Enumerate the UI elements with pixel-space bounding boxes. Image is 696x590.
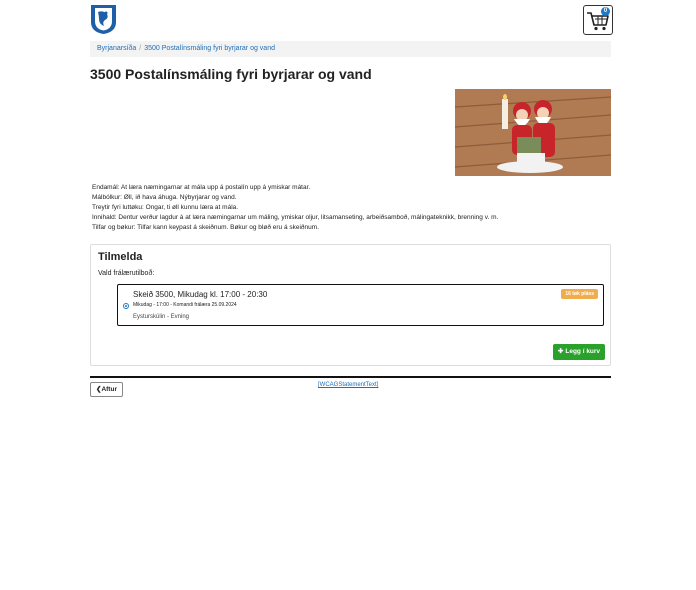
course-option-name: Skeið 3500, Mikudag kl. 17:00 - 20:30: [133, 290, 268, 299]
course-option-radio[interactable]: [123, 303, 129, 309]
page-title: 3500 Postalínsmáling fyri byrjarar og vand: [90, 66, 372, 82]
course-option-location: Eysturskúlin - Evning: [133, 314, 190, 320]
description-line: Treytir fyri luttøku: Ongar, ti øll kunnu læra at mála.: [92, 204, 239, 211]
course-option-schedule: Mikudag - 17:00 - Komandi frálæra 25.09.2024: [133, 302, 237, 308]
seats-available-badge: 16 tøk pláss: [561, 289, 598, 299]
back-button-label: Aftur: [101, 386, 117, 393]
back-button[interactable]: [90, 382, 123, 397]
cart-count-badge: 0: [601, 7, 610, 16]
signup-title: Tilmelda: [98, 251, 143, 263]
wcag-statement-link[interactable]: [WCAGStatementText]: [318, 382, 379, 388]
breadcrumb-current-link[interactable]: 3500 Postalínsmáling fyri byrjarar og vand: [144, 45, 275, 52]
description-line: Málbólkur: Øll, ið hava áhuga. Nýbyrjarar og vand.: [92, 194, 237, 201]
course-description: [92, 183, 612, 233]
breadcrumb-home-link[interactable]: Byrjanarsíða: [97, 45, 137, 52]
chevron-left-icon: ❮: [96, 386, 102, 393]
description-line: Endamál: At læra næmingarnar at mála upp á postalín upp á ymiskar mátar.: [92, 184, 311, 191]
breadcrumb: [90, 41, 611, 57]
description-line: Tilfar og bøkur: Tilfar kann keypast á skeiðnum. Bøkur og bløð eru á skeiðnum.: [92, 224, 319, 231]
course-image: [455, 89, 611, 176]
add-to-cart-label: Legg í kurv: [565, 348, 601, 355]
breadcrumb-separator: /: [139, 45, 142, 52]
footer-divider: [90, 376, 611, 378]
description-line: Innihald: Dentur verður lagdur á at læra næmingarnar um máling, ymiskar oljur, litsamanseting, arbeiðsamboð, málingateknikk, brenning v. m.: [92, 214, 499, 221]
shield-logo-icon: [90, 4, 117, 35]
santa-figurine-image: [455, 89, 611, 176]
course-option[interactable]: [117, 284, 604, 326]
signup-panel: [90, 244, 611, 366]
site-logo[interactable]: [90, 4, 117, 35]
add-to-cart-button[interactable]: [553, 344, 605, 360]
signup-subtitle: Vald frálærutilboð:: [98, 270, 155, 277]
plus-icon: ✚: [557, 348, 564, 355]
